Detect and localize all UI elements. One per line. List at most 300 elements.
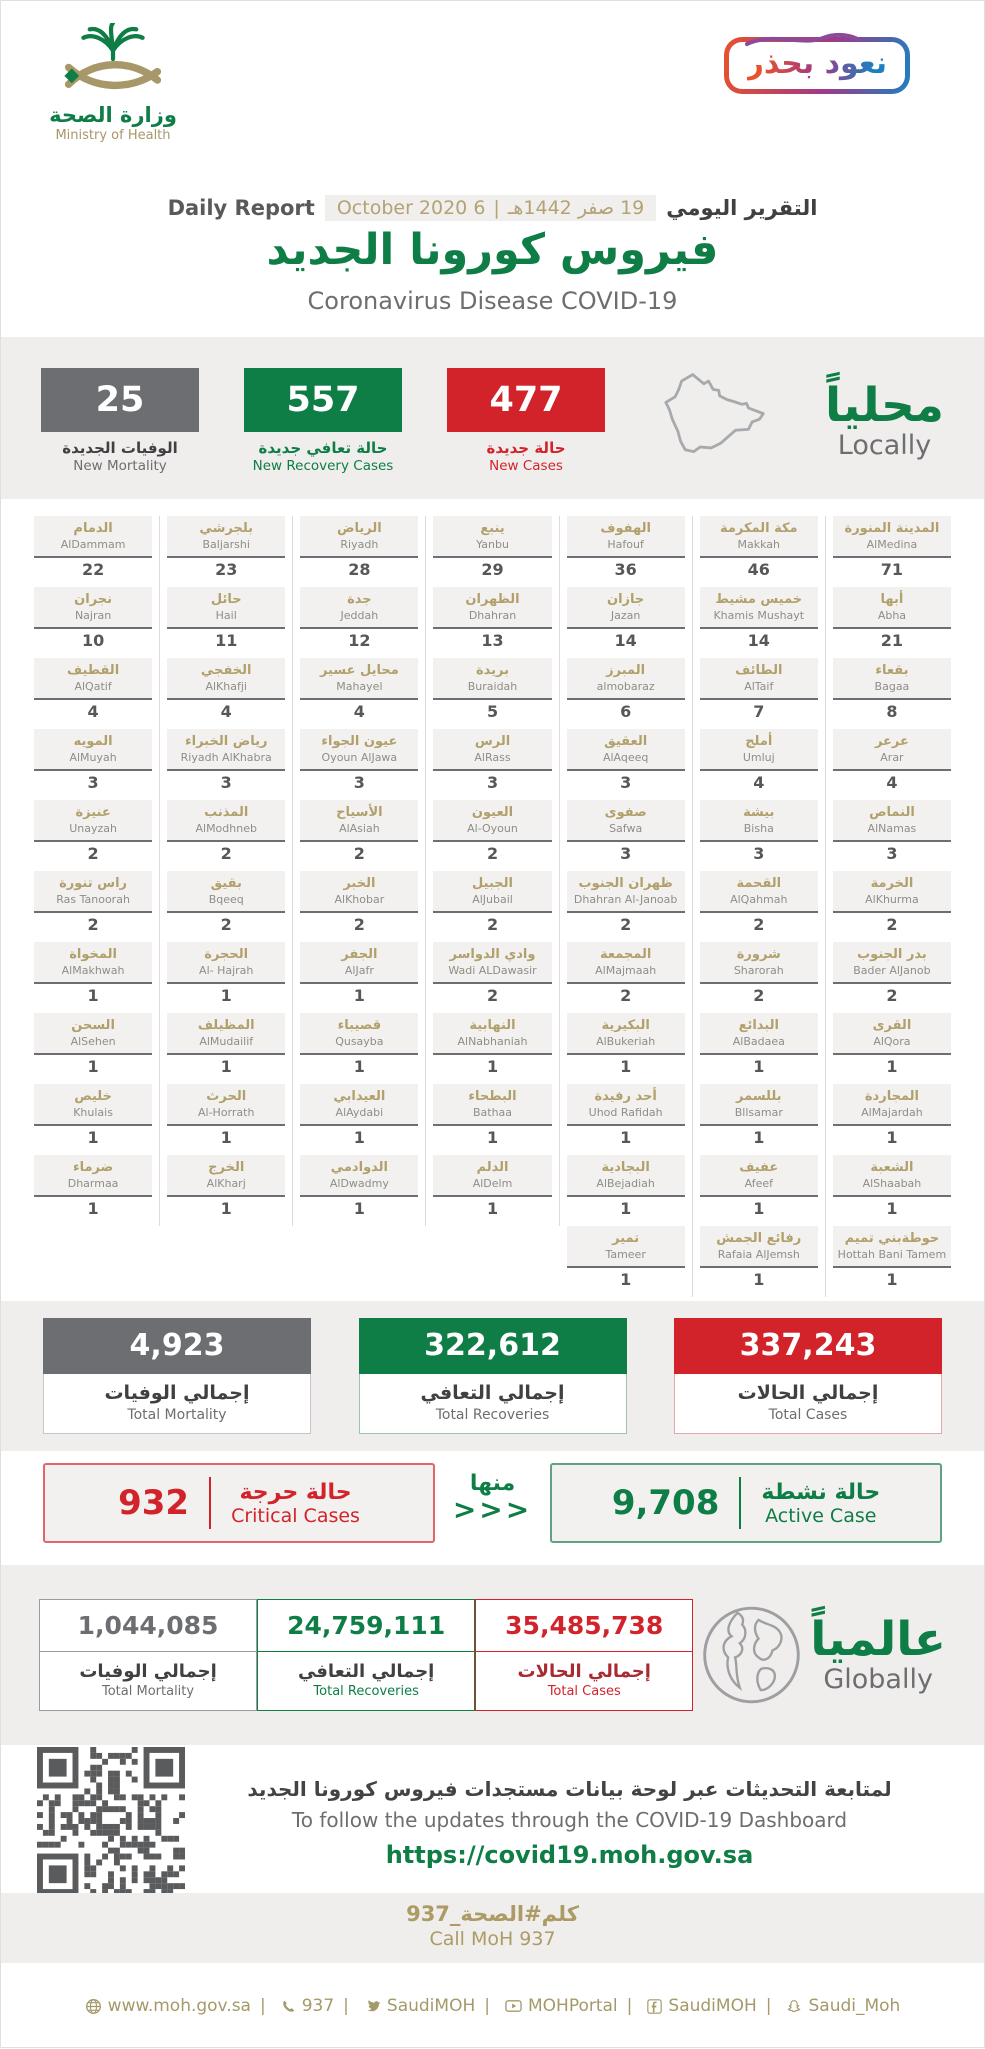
- critical-label-ar: حالة حرجة: [239, 1479, 352, 1505]
- new-cases-label-ar: حالة جديدة: [486, 439, 566, 457]
- city-name-ar: محايل عسير: [319, 663, 399, 679]
- city-case-count: 1: [353, 1199, 365, 1218]
- footer-facebook: [618, 1996, 757, 2016]
- city-name-en: AlMudailif: [199, 1034, 254, 1048]
- badge-wave-icon: [743, 28, 863, 50]
- city-case-count: 2: [886, 986, 898, 1005]
- city-name-box: [300, 800, 418, 842]
- city-name-en: AlAsiah: [339, 821, 380, 835]
- city-cell: [700, 729, 818, 793]
- city-cell: [700, 1084, 818, 1148]
- city-name-en: Al-Oyoun: [467, 821, 518, 835]
- city-name-en: Bathaa: [472, 1105, 513, 1119]
- city-name-ar: الشعبة: [870, 1160, 914, 1176]
- city-case-count: 1: [87, 1057, 99, 1076]
- city-name-ar: بلجرشي: [199, 521, 254, 537]
- city-name-box: [300, 871, 418, 913]
- city-case-count: 13: [481, 631, 504, 650]
- city-name-ar: الأسياح: [336, 805, 383, 821]
- left-arrows-icon: <<<: [452, 1492, 533, 1526]
- city-cell: [567, 729, 685, 793]
- city-name-ar: ينبع: [480, 521, 505, 537]
- critical-cases-card: [43, 1463, 435, 1543]
- city-cell: [34, 942, 152, 1006]
- footer-snapchat-label: | Saudi_Moh: [808, 1996, 901, 2016]
- footer-website: [85, 1996, 251, 2016]
- critical-label-en: Critical Cases: [231, 1504, 360, 1527]
- total-card-cases: [674, 1318, 942, 1434]
- city-name-ar: جدة: [347, 592, 372, 608]
- city-name-box: [34, 587, 152, 629]
- city-name-box: [300, 587, 418, 629]
- city-name-box: [433, 587, 551, 629]
- report-label-ar: التقرير اليومي: [666, 196, 818, 220]
- global-mortality-value: 1,044,085: [40, 1600, 256, 1652]
- city-cell: [300, 516, 418, 580]
- city-name-ar: وادي الدواسر: [449, 947, 536, 963]
- city-cell: [567, 1155, 685, 1219]
- city-name-box: [167, 729, 285, 771]
- city-name-en: Yanbu: [476, 537, 509, 551]
- city-cell: [433, 1084, 551, 1148]
- city-cell: [433, 942, 551, 1006]
- city-case-count: 3: [220, 773, 232, 792]
- city-name-en: Dharmaa: [67, 1176, 119, 1190]
- city-case-count: 71: [880, 560, 904, 579]
- page-title-ar: فيروس كورونا الجديد: [266, 225, 719, 275]
- city-name-box: [567, 1155, 685, 1197]
- city-case-count: 1: [353, 986, 365, 1005]
- city-name-ar: المويه: [73, 734, 113, 750]
- dashboard-text-ar: لمتابعة التحديثات عبر لوحة بيانات مستجدات فيروس كورونا الجديد: [247, 1777, 892, 1801]
- city-name-box: [300, 658, 418, 700]
- global-cases-label-en: Total Cases: [547, 1684, 621, 1699]
- city-name-box: [34, 1013, 152, 1055]
- city-name-en: AlMajardah: [861, 1105, 923, 1119]
- city-cell: [567, 800, 685, 864]
- local-heading: [825, 377, 944, 462]
- page-title-en: Coronavirus Disease COVID-19: [307, 287, 678, 315]
- city-name-en: Uhod Rafidah: [588, 1105, 663, 1119]
- logo-title-en: Ministry of Health: [55, 128, 171, 143]
- global-recoveries-label-ar: إجمالي التعافي: [297, 1661, 435, 1682]
- city-name-ar: البدائع: [738, 1018, 779, 1034]
- city-name-ar: العيدابي: [333, 1089, 386, 1105]
- city-name-box: [700, 729, 818, 771]
- active-label-ar: حالة نشطة: [761, 1479, 881, 1505]
- city-cell: [300, 871, 418, 935]
- city-cell: [167, 729, 285, 793]
- city-name-en: AlBejadiah: [596, 1176, 655, 1190]
- city-name-box: [167, 587, 285, 629]
- city-name-box: [433, 516, 551, 558]
- city-name-box: [833, 1013, 951, 1055]
- call-label-en: Call MoH 937: [429, 1928, 556, 1950]
- city-name-en: AlMuyah: [69, 750, 117, 764]
- city-name-ar: ضرماء: [72, 1160, 114, 1176]
- city-case-count: 2: [486, 915, 499, 934]
- total-card-mortality: [43, 1318, 311, 1434]
- city-name-ar: بقيق: [210, 876, 242, 892]
- city-name-ar: الخفجي: [200, 663, 252, 679]
- city-name-box: [34, 516, 152, 558]
- city-cell: [700, 1155, 818, 1219]
- global-heading-ar: عالمياً: [810, 1611, 946, 1667]
- youtube-icon: [505, 1999, 522, 2013]
- city-name-en: Tameer: [605, 1247, 646, 1261]
- total-card-recoveries: [359, 1318, 627, 1434]
- city-name-en: Buraidah: [467, 679, 518, 693]
- city-name-en: Bllsamar: [734, 1105, 783, 1119]
- city-case-count: 1: [620, 1199, 632, 1218]
- city-case-count: 2: [220, 844, 232, 863]
- city-case-count: 6: [620, 702, 632, 721]
- city-case-count: 2: [353, 915, 365, 934]
- new-recoveries-label-ar: حالة تعافي جديدة: [258, 439, 388, 457]
- city-name-ar: عرعر: [874, 734, 909, 750]
- city-name-ar: جازان: [607, 592, 645, 608]
- city-cell: [833, 942, 951, 1006]
- city-cell: [567, 587, 685, 651]
- city-case-count: 29: [481, 560, 504, 579]
- globe-icon: [693, 1596, 810, 1714]
- footer-phone: [251, 1996, 334, 2016]
- city-name-en: AlKhobar: [334, 892, 385, 906]
- city-name-en: Al-Horrath: [198, 1105, 255, 1119]
- city-name-en: Rafaia AlJemsh: [717, 1247, 800, 1261]
- active-cases-card: [550, 1463, 942, 1543]
- local-heading-en: Locally: [837, 430, 932, 462]
- city-case-count: 1: [886, 1199, 898, 1218]
- twitter-icon: [364, 1999, 381, 2014]
- city-name-en: Makkah: [737, 537, 781, 551]
- city-cell: [433, 587, 551, 651]
- city-cell: [300, 942, 418, 1006]
- city-name-ar: المبرز: [606, 663, 646, 679]
- city-case-count: 2: [620, 986, 632, 1005]
- dashboard-section: [1, 1753, 984, 1893]
- city-column-baljarshi: [160, 516, 293, 1226]
- city-name-box: [567, 729, 685, 771]
- city-cell: [167, 516, 285, 580]
- city-cell: [300, 729, 418, 793]
- city-name-box: [833, 942, 951, 984]
- new-mortality-label-en: New Mortality: [73, 458, 167, 474]
- global-mortality-label-ar: إجمالي الوفيات: [79, 1661, 217, 1682]
- city-cell: [567, 871, 685, 935]
- city-name-en: Bagaa: [874, 679, 910, 693]
- city-cell: [34, 871, 152, 935]
- new-cases-label-en: New Cases: [489, 458, 563, 474]
- city-case-count: 3: [87, 773, 99, 792]
- city-name-box: [700, 516, 818, 558]
- city-name-en: Safwa: [609, 821, 643, 835]
- city-cell: [700, 942, 818, 1006]
- city-name-en: Oyoun AlJawa: [321, 750, 398, 764]
- footer-twitter-label: | SaudiMOH: [386, 1996, 476, 2016]
- city-name-ar: بقعاء: [875, 663, 909, 679]
- city-cell: [300, 658, 418, 722]
- city-cell: [700, 1226, 818, 1290]
- city-cell: [167, 800, 285, 864]
- city-name-en: almobaraz: [596, 679, 655, 693]
- city-name-box: [833, 1226, 951, 1268]
- logo-title-ar: وزارة الصحة: [49, 103, 177, 127]
- city-name-en: Khamis Mushayt: [713, 608, 805, 622]
- report-title-line: [1, 195, 984, 221]
- city-case-count: 3: [486, 773, 499, 792]
- city-name-box: [700, 1155, 818, 1197]
- city-name-ar: الخرج: [208, 1160, 245, 1176]
- city-name-en: AlDwadmy: [329, 1176, 389, 1190]
- city-name-ar: الرس: [474, 734, 511, 750]
- city-case-count: 1: [753, 1057, 765, 1076]
- city-name-box: [167, 942, 285, 984]
- city-name-box: [433, 942, 551, 984]
- city-cell: [700, 800, 818, 864]
- city-cell: [34, 1084, 152, 1148]
- city-name-ar: القحمة: [736, 876, 782, 892]
- city-name-ar: الخرمة: [870, 876, 914, 892]
- footer-facebook-label: | SaudiMOH: [668, 1996, 757, 2016]
- city-name-box: [833, 729, 951, 771]
- city-case-count: 1: [220, 986, 232, 1005]
- city-name-ar: بريدة: [475, 663, 510, 679]
- city-name-ar: النهابية: [469, 1018, 516, 1034]
- city-name-box: [433, 1084, 551, 1126]
- local-cases-table: [27, 516, 958, 1297]
- city-name-ar: الجبيل: [472, 876, 513, 892]
- city-cell: [167, 942, 285, 1006]
- city-name-box: [567, 1013, 685, 1055]
- city-name-ar: الحرث: [206, 1089, 247, 1105]
- total-recoveries-value: 322,612: [359, 1318, 627, 1374]
- report-label-en: Daily Report: [167, 196, 315, 220]
- city-case-count: 3: [753, 844, 765, 863]
- city-name-en: AlKhafji: [205, 679, 247, 693]
- city-name-ar: حوطةبني تميم: [844, 1231, 940, 1247]
- city-case-count: 1: [87, 1128, 99, 1147]
- city-cell: [300, 587, 418, 651]
- city-name-ar: العيون: [471, 805, 514, 821]
- new-mortality-label-ar: الوفيات الجديدة: [62, 439, 178, 457]
- city-name-box: [433, 800, 551, 842]
- city-cell: [833, 1226, 951, 1290]
- city-name-en: AlKhurma: [865, 892, 919, 906]
- city-name-box: [833, 658, 951, 700]
- totals-section: [1, 1301, 984, 1451]
- city-column-makkah: [693, 516, 826, 1297]
- city-case-count: 1: [620, 1057, 632, 1076]
- city-case-count: 4: [87, 702, 99, 721]
- city-name-en: Hafouf: [607, 537, 644, 551]
- city-name-ar: النماص: [869, 805, 915, 821]
- city-name-ar: قصيباء: [337, 1018, 382, 1034]
- city-case-count: 2: [753, 915, 765, 934]
- city-name-en: Hail: [215, 608, 237, 622]
- city-case-count: 1: [87, 1199, 99, 1218]
- city-name-ar: المجمعة: [599, 947, 652, 963]
- city-case-count: 3: [353, 773, 365, 792]
- city-case-count: 2: [220, 915, 232, 934]
- city-name-box: [833, 516, 951, 558]
- city-cell: [300, 1013, 418, 1077]
- dashboard-link[interactable]: https://covid19.moh.gov.sa: [385, 1841, 754, 1869]
- footer-youtube: [475, 1996, 617, 2016]
- city-name-box: [700, 1084, 818, 1126]
- city-cell: [433, 729, 551, 793]
- city-name-box: [167, 516, 285, 558]
- footer-phone-label: | 937: [301, 1996, 335, 2016]
- city-name-box: [700, 800, 818, 842]
- city-name-box: [567, 516, 685, 558]
- city-name-ar: عنيزة: [75, 805, 111, 821]
- city-cell: [167, 658, 285, 722]
- city-name-ar: الجفر: [341, 947, 378, 963]
- city-name-en: AlJubail: [472, 892, 513, 906]
- city-name-ar: رياض الخبراء: [184, 734, 268, 750]
- active-label-en: Active Case: [765, 1504, 877, 1527]
- city-name-en: AlJafr: [344, 963, 374, 977]
- city-case-count: 1: [220, 1128, 232, 1147]
- city-case-count: 46: [747, 560, 770, 579]
- city-case-count: 2: [886, 915, 898, 934]
- city-name-ar: رفائع الجمش: [716, 1231, 802, 1247]
- city-name-box: [167, 871, 285, 913]
- global-heading-en: Globally: [823, 1664, 933, 1696]
- city-case-count: 1: [220, 1199, 232, 1218]
- city-name-ar: البطحاء: [468, 1089, 517, 1105]
- city-name-en: AlQatif: [74, 679, 112, 693]
- city-cell: [167, 1013, 285, 1077]
- date-separator: |: [493, 197, 500, 219]
- city-name-ar: عفيف: [739, 1160, 779, 1176]
- city-name-ar: الهفوف: [600, 521, 651, 537]
- city-name-en: AlNabhaniah: [457, 1034, 528, 1048]
- city-name-box: [167, 1084, 285, 1126]
- city-case-count: 5: [486, 702, 499, 721]
- city-column-riyadh: [293, 516, 426, 1226]
- city-name-box: [433, 658, 551, 700]
- city-cell: [833, 516, 951, 580]
- city-name-en: Ras Tanoorah: [56, 892, 130, 906]
- city-case-count: 1: [486, 1199, 499, 1218]
- city-case-count: 2: [87, 844, 99, 863]
- city-cell: [567, 516, 685, 580]
- city-case-count: 36: [614, 560, 637, 579]
- city-cell: [833, 1084, 951, 1148]
- city-name-box: [567, 942, 685, 984]
- city-name-en: Bqeeq: [208, 892, 244, 906]
- city-column-yanbu: [426, 516, 559, 1226]
- city-name-ar: صفوى: [604, 805, 647, 821]
- city-case-count: 1: [353, 1128, 365, 1147]
- city-name-ar: عيون الجواء: [321, 734, 398, 750]
- active-cases-value: 9,708: [611, 1483, 720, 1523]
- footer-website-label: www.moh.gov.sa: [107, 1996, 251, 2016]
- city-case-count: 2: [486, 844, 499, 863]
- new-recoveries-value: 557: [244, 368, 402, 432]
- city-name-box: [34, 800, 152, 842]
- stat-card-new-mortality: [41, 368, 199, 474]
- city-cell: [700, 658, 818, 722]
- city-case-count: 8: [886, 702, 898, 721]
- city-case-count: 2: [620, 915, 632, 934]
- city-cell: [300, 1084, 418, 1148]
- city-cell: [567, 1013, 685, 1077]
- city-name-box: [567, 1084, 685, 1126]
- city-case-count: 2: [753, 986, 765, 1005]
- city-name-ar: تمير: [612, 1231, 640, 1247]
- city-case-count: 14: [747, 631, 770, 650]
- city-name-box: [433, 1013, 551, 1055]
- city-cell: [167, 1155, 285, 1219]
- city-case-count: 1: [753, 1199, 765, 1218]
- city-name-box: [300, 516, 418, 558]
- city-case-count: 3: [620, 773, 632, 792]
- city-cell: [34, 1013, 152, 1077]
- city-cell: [34, 587, 152, 651]
- city-case-count: 10: [81, 631, 105, 650]
- city-name-ar: بيشة: [743, 805, 775, 821]
- moh-logo: [35, 23, 191, 143]
- qr-code: [37, 1747, 185, 1895]
- city-name-en: AlBadaea: [732, 1034, 785, 1048]
- city-case-count: 7: [753, 702, 765, 721]
- local-heading-ar: محلياً: [825, 377, 944, 433]
- new-mortality-value: 25: [41, 368, 199, 432]
- global-recoveries-label-en: Total Recoveries: [313, 1684, 419, 1699]
- city-name-box: [300, 1013, 418, 1055]
- city-name-box: [300, 942, 418, 984]
- city-name-ar: البكيرية: [601, 1018, 650, 1034]
- stat-card-new-recoveries: [244, 368, 402, 474]
- saudi-map-icon: [650, 367, 780, 475]
- city-name-box: [167, 1013, 285, 1055]
- city-name-en: Dhahran: [468, 608, 517, 622]
- city-name-en: AlModhneb: [195, 821, 257, 835]
- global-card-recoveries: [257, 1599, 475, 1711]
- local-section: [1, 337, 984, 499]
- city-cell: [433, 800, 551, 864]
- city-name-box: [700, 871, 818, 913]
- city-name-box: [433, 729, 551, 771]
- footer-youtube-label: | MOHPortal: [527, 1996, 618, 2016]
- city-name-box: [300, 1155, 418, 1197]
- city-name-box: [833, 1155, 951, 1197]
- city-case-count: 4: [753, 773, 765, 792]
- city-cell: [433, 1155, 551, 1219]
- city-name-en: Umluj: [742, 750, 775, 764]
- city-cell: [833, 729, 951, 793]
- stat-card-new-cases: [447, 368, 605, 474]
- global-section: [1, 1565, 984, 1745]
- city-cell: [167, 587, 285, 651]
- city-name-box: [300, 729, 418, 771]
- footer: [1, 1963, 984, 2049]
- city-name-box: [167, 658, 285, 700]
- city-case-count: 11: [215, 631, 238, 650]
- footer-snapchat: [757, 1996, 901, 2016]
- city-case-count: 14: [614, 631, 637, 650]
- city-cell: [567, 1084, 685, 1148]
- city-name-en: Sharorah: [733, 963, 784, 977]
- city-name-en: Jazan: [610, 608, 641, 622]
- city-column-almedina: [826, 516, 958, 1297]
- city-cell: [700, 1013, 818, 1077]
- city-cell: [34, 516, 152, 580]
- city-case-count: 2: [87, 915, 99, 934]
